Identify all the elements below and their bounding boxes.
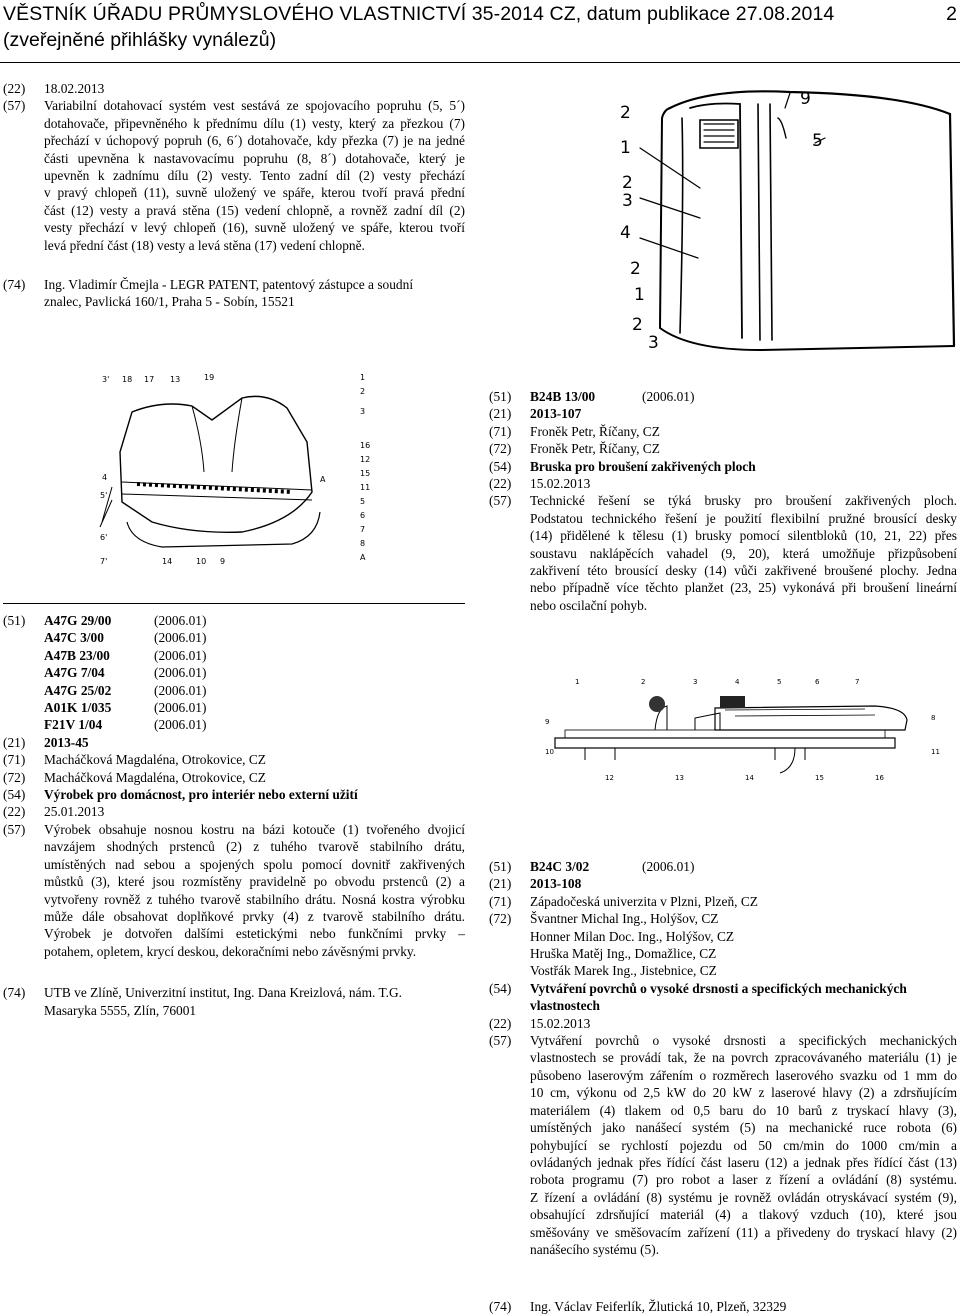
abstract-row [489,1032,957,1258]
ipc-code: F21V 1/04 [44,717,103,733]
abstract-line: navzájem shodných prstenců (2) z tuhého tvarově stabilního drátu, [44,839,465,855]
abstract-line: umístěných jako nanášecí systém (5) na mechanické ruce robota (6) [530,1120,957,1136]
abstract-line: působeno laserovým zářením o rozměrech laserového svazku od 1 mm do [530,1067,957,1083]
bulletin-title: VĚSTNÍK ÚŘADU PRŮMYSLOVÉHO VLASTNICTVÍ 35-2014 CZ, datum publikace 27.08.2014 [3,3,835,25]
vest-drawing-labels [100,373,370,566]
grinder-label: 6 [815,678,820,686]
drawing-label: 13 [170,375,181,384]
abstract-line: části upevněna k nastavovacímu popruhu (8, 8´) dotahovače, který je [44,150,465,166]
drawing-label: 5 [360,497,366,506]
invention-title: Bruska pro broušení zakřivených ploch [530,458,756,474]
drawing-label: 18 [122,375,133,384]
ipc-row [489,388,957,405]
inid-51: (51) [3,613,26,628]
abstract-line: pohybující se rychlostí pojezdu od 50 cm/min do 1000 cm/min a [530,1137,957,1153]
application-number: 2013-45 [44,734,89,750]
abstract [44,821,465,960]
abstract-line: ovládaných jednak přes řídící část laseru (12) a jednak přes řídící část (13) [530,1154,957,1170]
sketch-label: 2 [620,103,631,123]
title-line: Vytváření povrchů o vysoké drsnosti a specifických mechanických [530,980,907,996]
drawing-label: 10 [196,557,207,566]
entry-household-product [3,612,465,1019]
entry-rough-surfaces [489,858,957,1258]
grinder-label: 4 [735,678,740,686]
entry-vest-tightening [3,80,465,311]
ipc-code: A47C 3/00 [44,630,104,646]
abstract-line: Podstatou technického řešení je použití flexibilní pružné brousící desky [530,510,957,526]
attorney-line: Ing. Vladimír Čmejla - LEGR PATENT, patentový zástupce a soudní [44,277,414,293]
abstract-row [489,492,957,614]
sketch-label: 4 [620,223,631,243]
filing-date: 15.02.2013 [530,476,591,492]
abstract-line: obsahující zdrsňující materiál (4) a tlakový vzduch (10), které jsou [530,1207,957,1223]
attorney: Ing. Václav Feiferlík, Žlutická 10, Plzeň, 32329 [530,1299,787,1314]
grinder-label: 10 [545,748,554,756]
inventor: Honner Milan Doc. Ing., Holýšov, CZ [530,928,735,944]
title-row [489,980,957,1015]
grinder-label: 9 [545,718,550,726]
sketch-svg [600,78,960,358]
figure-grinder-drawing [545,668,955,788]
inventor: Švantner Michal Ing., Holýšov, CZ [530,911,719,927]
inventor: Vostřák Marek Ing., Jistebnice, CZ [530,963,717,979]
abstract-line: můstků (3), které jsou rozmístěny pravidelně po obvodu prstenců (2) a [44,874,465,890]
filing-date: 25.01.2013 [44,804,105,820]
abstract-line: vlastnostech se provádí tak, že na povrch zpracovávaného materiálu (1) je [530,1050,957,1066]
drawing-label: 3 [360,407,366,416]
sketch-label: 1 [634,285,645,305]
inid-72: (72) [489,441,512,457]
abstract-line: umístěných nad sebou a spojených spolu pomocí dovnitř zakřivených [44,856,465,872]
abstract-line: vytvořeny rovněž z tuhého tvarově stabilního drátu. Nosná kostra výrobku [44,891,465,907]
drawing-label: 14 [162,557,173,566]
inid-57: (57) [489,1033,512,1049]
grinder-label: 1 [575,678,580,686]
vest-drawing-svg [92,372,382,572]
inid-21: (21) [489,406,512,422]
attorney-row [489,1298,957,1315]
ipc-list [44,612,465,734]
inid-74: (74) [489,1299,512,1314]
figure-vest-drawing [92,372,382,572]
page-header [0,0,960,62]
drawing-label: 7 [360,525,366,534]
ipc-code: A01K 1/035 [44,700,112,716]
abstract-line: materiálem (4) tlakem od 0,5 baru do 10 barů z tryskací hlavy (3), [530,1102,957,1118]
drawing-label: 12 [360,455,371,464]
attorney [44,984,465,1019]
abstract-line: 10 cm, výkonu od 2,5 kW do 20 kW z laserové hlavy (2) a zdrsňujícím [530,1085,957,1101]
applicant: Macháčková Magdaléna, Otrokovice, CZ [44,752,266,768]
applicant-row [3,751,465,768]
attorney-line: Masaryka 5555, Zlín, 76001 [44,1002,197,1018]
bulletin-subtitle: (zveřejněné přihlášky vynálezů) [3,29,277,51]
ipc-code: B24C 3/02 [530,859,590,874]
drawing-label: A [360,553,366,562]
abstract-line: (14) přidělené k tělesu (1) brusky pomocí silentbloků (10, 21, 22) přes [530,528,957,544]
inid-51: (51) [489,859,512,874]
abstract-line: nebo oscilační pohyb. [530,597,648,613]
inid-57: (57) [3,821,26,837]
abstract-line: Výrobek je dotvořen dalšími estetickými nebo funkčními prvky – [44,926,465,942]
inid-71: (71) [489,423,512,439]
inid-74: (74) [3,277,26,293]
ipc-version: (2006.01) [154,613,207,628]
sketch-label: 3 [622,191,633,211]
grinder-label: 3 [693,678,698,686]
abstract-row [3,821,465,960]
invention-title [530,980,957,1015]
sketch-label: 2 [632,315,643,335]
grinder-label: 15 [815,774,824,782]
title-row [489,458,957,475]
abstract-line: část (12) vesty a pravá stěna (15) vedení chlopně, a rovněž zadní díl (2) [44,202,465,218]
grinder-label: 16 [875,774,884,782]
attorney-row [3,276,465,311]
ipc-item [44,612,465,629]
ipc-item [44,682,465,699]
inid-72: (72) [3,769,26,785]
title-line: vlastnostech [530,998,600,1014]
drawing-label: 15 [360,469,371,478]
application-number-row [3,734,465,751]
inid-71: (71) [489,893,512,909]
drawing-label: 7' [100,557,108,566]
grinder-drawing-svg [545,668,955,788]
grinder-label: 11 [931,748,940,756]
drawing-label: 16 [360,441,371,450]
header-rule [0,62,960,63]
drawing-label: 11 [360,483,371,492]
abstract-line: v pravý chlopeň (11), suvně uložený ve spáře, kterou tvoří pravá přední [44,185,465,201]
drawing-label: 9 [220,557,226,566]
inid-57: (57) [3,98,26,114]
inid-54: (54) [489,980,512,996]
filing-date-row [489,1015,957,1032]
application-number-row [489,875,957,892]
inid-71: (71) [3,752,26,768]
sketch-labels [620,89,823,353]
ipc-code: A47G 25/02 [44,682,112,698]
drawing-label: 8 [360,539,366,548]
entry-separator [3,603,465,604]
ipc-version: (2006.01) [154,647,207,663]
abstract-line: může dále obsahovat doplňkové prvky (4) z tvarově stabilního drátu. [44,908,465,924]
abstract-line: upevněn k zadnímu dílu (2) vesty. Tento zadní díl (2) vesty přechází [44,168,465,184]
abstract-line: vesty přechází v levý chlopeň (16), suvně uložený ve spáře, kterou tvoří [44,220,465,236]
abstract-line: levá přední část (18) vesty a levá stěna (17) vedení chlopně. [44,237,365,253]
sketch-label: 2 [630,259,641,279]
attorney [44,276,465,311]
drawing-label: 6 [360,511,366,520]
abstract [530,1032,957,1258]
inid-22: (22) [3,81,26,96]
inid-22: (22) [489,1015,512,1031]
figure-vest-cylinder-sketch [600,78,960,358]
abstract [530,492,957,614]
application-number-row [489,405,957,422]
attorney-row [3,984,465,1019]
grinder-label: 8 [931,714,936,722]
ipc-row-group [3,612,465,734]
inid-54: (54) [489,458,512,474]
abstract [44,97,465,254]
ipc-version: (2006.01) [154,630,207,646]
attorney-line: UTB ve Zlíně, Univerzitní institut, Ing. Dana Kreizlová, nám. T.G. [44,985,402,1001]
ipc-item [44,647,465,664]
sketch-label: 3 [648,333,659,353]
ipc-version: (2006.01) [154,717,207,733]
ipc-item [44,629,465,646]
ipc-item [44,664,465,681]
ipc-version: (2006.01) [642,389,695,404]
applicant: Západočeská univerzita v Plzni, Plzeň, CZ [530,893,758,909]
grinder-label: 7 [855,678,860,686]
abstract-line: nebo případně více těchto planžet (23, 25) vykonává při broušení lineární [530,580,957,596]
inventor-row [489,440,957,457]
inid-51: (51) [489,389,512,404]
drawing-label: 6' [100,533,108,542]
drawing-label: 5' [100,491,108,500]
abstract-line: Výrobek obsahuje nosnou kostru na bázi kotouče (1) tvořeného dvojicí [44,821,465,837]
applicant-row [489,893,957,910]
ipc-version: (2006.01) [154,700,207,716]
abstract-line: zakřivení této brousící desky (14) vůči zakřivené broušené plochy. Jedna [530,563,957,579]
inid-21: (21) [3,734,26,750]
filing-date-row [489,475,957,492]
drawing-label: 19 [204,373,215,382]
sketch-label: 1 [620,138,631,158]
drawing-label: A [320,475,326,484]
abstract-line: robota programu (7) pro robot a laser z řízení a ovládání (8) systému. [530,1172,957,1188]
inid-57: (57) [489,493,512,509]
drawing-label: 1 [360,373,366,382]
abstract-line: dotahovače, připevněného k přednímu dílu (1) vesty, který za přezkou (7) [44,115,465,131]
sketch-label: 9 [800,89,811,109]
ipc-code: A47G 7/04 [44,665,105,681]
applicant-row [489,423,957,440]
inid-22: (22) [3,804,26,820]
ipc-item [44,716,465,733]
ipc-item [44,699,465,716]
filing-date-row [3,803,465,820]
page-number: 2 [946,3,957,25]
filing-date: 18.02.2013 [44,81,105,96]
inid-21: (21) [489,876,512,892]
drawing-label: 4 [102,473,108,482]
filing-date-row [3,80,465,97]
drawing-label: 17 [144,375,155,384]
ipc-code: A47G 29/00 [44,613,112,628]
entry-rough-surfaces-attorney [489,1298,957,1315]
ipc-code: B24B 13/00 [530,389,596,404]
inventors-row [489,910,957,980]
abstract-line: nanášecího systému (5). [530,1241,660,1257]
invention-title: Výrobek pro domácnost, pro interiér nebo externí užití [44,787,358,803]
inventor-row [3,769,465,786]
inid-54: (54) [3,787,26,803]
applicant: Froněk Petr, Říčany, CZ [530,423,660,439]
inventor: Froněk Petr, Říčany, CZ [530,441,660,457]
abstract-line: soustavu naklápěcích vahadel (9, 20), která umožňuje přizpůsobení [530,545,957,561]
drawing-label: 3' [102,375,110,384]
inventor: Hruška Matěj Ing., Domažlice, CZ [530,946,717,962]
application-number: 2013-108 [530,876,582,892]
entry-grinder [489,388,957,614]
grinder-label: 2 [641,678,646,686]
abstract-line: Technické řešení se týká brusky pro broušení zakřivených ploch. [530,493,957,509]
abstract-line: přechází v úchopový popruh (6, 6´) dotahovače, kdy přezka (7) je na jedné [44,133,465,149]
attorney-line: znalec, Pavlická 160/1, Praha 5 - Sobín, 15521 [44,294,295,310]
title-row [3,786,465,803]
abstract-line: potahem, opletem, krycí deskou, dekoračními nebo závěsnými prvky. [44,943,417,959]
abstract-line: Vytváření povrchů o vysoké drsnosti a specifických mechanických [530,1033,957,1049]
filing-date: 15.02.2013 [530,1015,591,1031]
grinder-label: 14 [745,774,754,782]
grinder-label: 5 [777,678,782,686]
ipc-version: (2006.01) [154,665,207,681]
abstract-row [3,97,465,254]
sketch-label: 5 [812,131,823,151]
drawing-label: 2 [360,387,366,396]
sketch-label: 2 [622,173,633,193]
ipc-code: A47B 23/00 [44,647,110,663]
ipc-version: (2006.01) [642,859,695,874]
grinder-label: 13 [675,774,684,782]
abstract-line: Z řízení a ovládání (8) systému je rovněž ovládán otryskávací systém (9), [530,1189,957,1205]
ipc-version: (2006.01) [154,682,207,698]
grinder-label: 12 [605,774,614,782]
inventor: Macháčková Magdaléna, Otrokovice, CZ [44,769,266,785]
inid-74: (74) [3,985,26,1001]
inventors [530,910,957,980]
application-number: 2013-107 [530,406,582,422]
abstract-line: Variabilní dotahovací systém vest sestává ze spojovacího popruhu (5, 5´) [44,98,465,114]
abstract-line: směšovány ve směšovacím zařízení (11) a přivedeny do tryskací hlavy (2) [530,1224,957,1240]
inid-72: (72) [489,911,512,927]
inid-22: (22) [489,476,512,492]
ipc-row [489,858,957,875]
